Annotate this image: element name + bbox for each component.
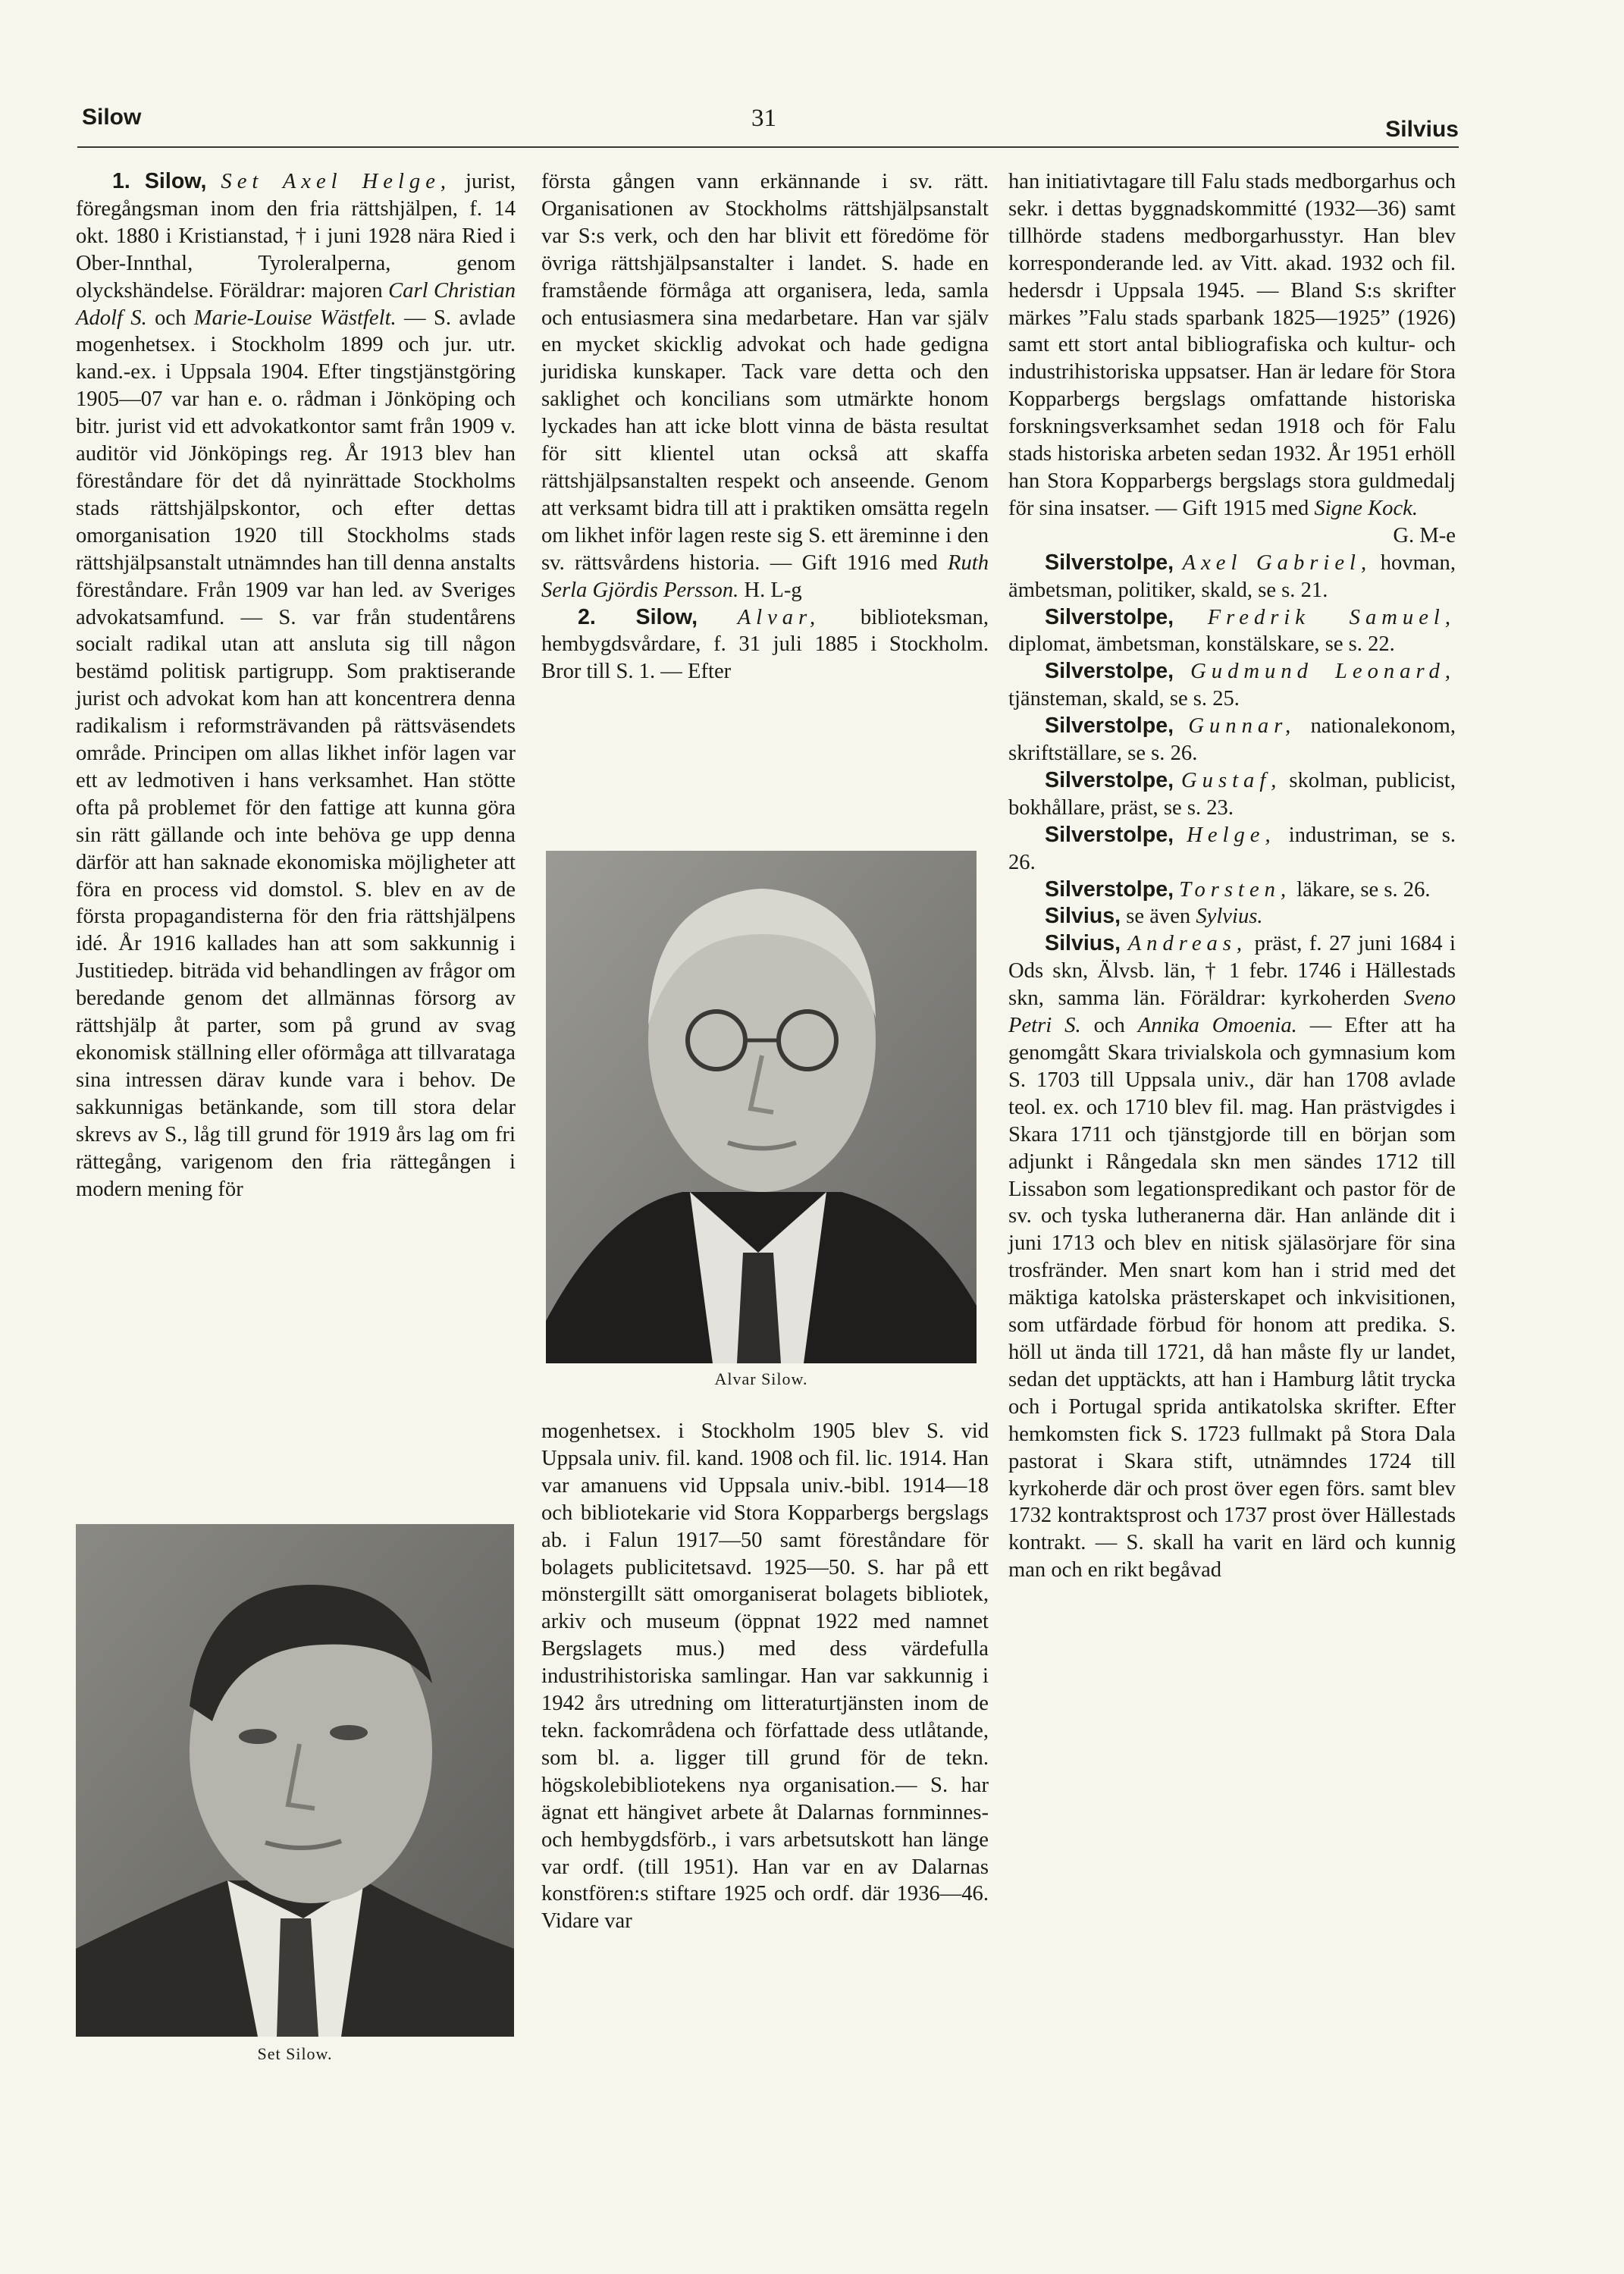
entry-surname: Silow, <box>144 169 207 193</box>
cross-reference <box>1008 604 1456 659</box>
ref-text: se även <box>1121 905 1196 929</box>
entry-alvar-silow-continued: mogenhetsex. i Stockholm 1905 blev S. vid Uppsala univ. fil. kand. 1908 och fil. lic. 1914. Han var amanuens vid Uppsala univ.-bibl. 1914—18 och bibliotekarie vid Stora Kopparbergs bergslags ab. i Falun 1917—50 samt föreståndare för bolagets publicitetsavd. 1925—50. S. har på ett mönstergillt sätt omorganiserat bolagets bibliotek, arkiv och museum (öppnat 1922 med namnet Bergslagets mus.) med dess värdefulla industrihistoriska samlingar. Han var sakkunnig i 1942 års utredning om litteraturtjänsten inom de tekn. fackområdena och författade dess utlåtande, som bl. a. ligger till grund för de tekn. högskolebibliotekens nya organisation.— S. har ägnat ett hängivet arbete åt Dalarnas fornminnes- och hembygdsförb., i vars arbetsutskott han länge var ordf. (till 1951). Han var en av Dalarnas konstfören:s stiftare 1925 och ordf. där 1936—46. Vidare var <box>541 1419 989 1934</box>
ref-given-name: Torsten, <box>1179 877 1292 902</box>
entry-text: han initiativtagare till Falu stads medborgarhus och sekr. i dettas byggnadskommitté (1932—36) samt tillhörde stadens medborgarhusstyr. Han blev korresponderande led. av Vitt. akad. 1932 och fil. hedersdr i Uppsala 1945. — Bland S:s skrifter märkes ”Falu stads sparbank 1825—1925” (1926) samt ett stort antal bibliografiska och kultur- och industrihistoriska uppsatser. Han är ledare för Stora Kopparbergs bergslags omfattande historiska forskningsverksamhet sedan 1918 och för Falu stads historiska arbeten sedan 1932. År 1951 erhöll han Stora Kopparbergs bergslags stora guldmedalj för sina insatser. — Gift 1915 med <box>1008 170 1456 520</box>
cross-reference <box>1008 658 1456 713</box>
mother-name: Annika Omoenia. <box>1137 1014 1297 1038</box>
author-signature: G. M-e <box>1393 523 1456 547</box>
father-name: Sveno Petri S. <box>1008 986 1456 1038</box>
entry-text: — Efter att ha genomgått Skara trivialskola och gymnasium kom S. 1703 till Uppsala univ., där han 1708 avlade teol. ex. och 1710 blev fil. mag. Han prästvigdes i Skara 1711 och tjänstgjorde till en början som adjunkt i Rångedala skn men sändes 1712 till Lissabon som legationspredikant och pastor för de sv. och tyska lutheranerna där. Han anlände dit i juni 1713 och blev en nitisk själasörjare för sina trosfränder. Men snart kom han i strid med det mäktiga katolska prästerskapet och inkvisitionen, som utfärdade förbud för honom att predika. S. höll ut ända till 1721, då han måste fly ur landet, sedan det upptäckts, att han i Hamburg låtit trycka och i Portugal sprida antikatolska skrifter. Efter hemkomsten fick S. 1723 fullmakt på Stora Dala pastorat i Skara stift, utnämndes 1724 till kyrkoherde där och prost över egen förs. samt blev 1732 kontraktsprost och 1737 prost över Hällestads kontrakt. — S. skall ha varit en lärd och kunnig man och en rikt begåvad <box>1008 1014 1456 1582</box>
ref-text: skolman, publicist, bokhållare, präst, se s. 23. <box>1008 768 1456 820</box>
ref-given-name: Gunnar, <box>1188 714 1296 739</box>
column-2 <box>541 168 989 685</box>
wife-name: Ruth Serla Gjördis Persson. <box>541 550 989 602</box>
entry-set-silow-continued <box>541 168 989 604</box>
entry-number: 2. <box>578 604 596 629</box>
entry-alvar-silow-continued <box>1008 168 1456 522</box>
ref-text: tjänsteman, skald, se s. 25. <box>1008 687 1240 711</box>
ref-surname: Silvius, <box>1045 904 1121 929</box>
mother-name: Marie-Louise Wästfelt. <box>193 306 397 330</box>
ref-surname: Silverstolpe, <box>1045 714 1174 739</box>
cross-reference-silvius <box>1008 903 1456 930</box>
ref-surname: Silverstolpe, <box>1045 604 1174 629</box>
entry-set-silow <box>76 168 516 1203</box>
ref-text: industriman, se s. 26. <box>1008 823 1456 874</box>
running-head-right: Silvius <box>1385 117 1459 142</box>
caption-set-silow: Set Silow. <box>257 2044 333 2063</box>
entry-surname: Silvius, <box>1045 931 1121 956</box>
father-name: Carl Christian Adolf S. <box>76 278 516 330</box>
page-number: 31 <box>751 105 776 132</box>
portrait-set-silow <box>76 1524 514 2037</box>
ref-given-name: Gustaf, <box>1181 768 1282 792</box>
entry-given-name: Set Axel Helge, <box>221 170 452 193</box>
caption-alvar-silow: Alvar Silow. <box>714 1369 808 1388</box>
author-signature: H. L-g <box>738 578 802 602</box>
header-rule <box>77 146 1459 148</box>
entry-text: biblioteksman, hembygdsvårdare, f. 31 juli 1885 i Stockholm. Bror till S. 1. — Efter <box>541 605 989 684</box>
entry-number: 1. <box>112 169 130 193</box>
entry-text: och <box>146 306 194 330</box>
cross-reference <box>1008 713 1456 767</box>
ref-surname: Silverstolpe, <box>1045 550 1174 575</box>
ref-text: diplomat, ämbetsman, konstälskare, se s. 22. <box>1008 632 1395 657</box>
ref-surname: Silverstolpe, <box>1045 822 1174 847</box>
entry-text: första gången vann erkännande i sv. rätt. Organisationen av Stockholms rättshjälpsanstalt var S:s verk, och den har blivit ett föredöme för övriga rättshjälpsanstalter i landet. S. hade en framstående förmåga att organisera, leda, samla och entusiasmera sina medarbetare. Han var själv en mycket skicklig advokat och hade gedigna juridiska kunskaper. Tack vare detta och den saklighet och koncilians som utmärkte honom lyckades han att icke blott vinna de bästa resultat för sitt klientel utan också att skaffa rättshjälpsanstalten respekt och anseende. Genom att verksamt bidra till att i praktiken omsätta regeln om likhet inför lagen reste sig S. ett äreminne i den sv. rättsvårdens historia. — Gift 1916 med <box>541 170 989 575</box>
ref-surname: Silverstolpe, <box>1045 659 1174 684</box>
entry-surname: Silow, <box>635 604 698 629</box>
ref-given-name: Gudmund Leonard, <box>1190 660 1456 684</box>
wife-name: Signe Kock. <box>1314 496 1419 520</box>
entry-given-name: Alvar, <box>737 605 821 629</box>
cross-reference <box>1008 822 1456 877</box>
entry-alvar-silow <box>541 604 989 686</box>
ref-text: nationalekonom, skriftställare, se s. 26. <box>1008 714 1456 766</box>
ref-given-name: Helge, <box>1187 823 1276 847</box>
entry-text: — S. avlade mogenhetsex. i Stockholm 1899 och jur. utr. kand.-ex. i Uppsala 1904. Efter tingstjänstgöring 1905—07 var han e. o. rådman i Jönköping och bitr. jurist vid ett advokatkontor samt från 1909 v. auditör vid Jönköpings reg. År 1913 blev han föreståndare för det då nyinrättade Stockholms stads rättshjälpskontor, och efter dettas omorganisation 1920 till Stockholms stads rättshjälpsanstalt utnämndes han till denna anstalts föreståndare. Från 1909 var han led. av Sveriges advokatsamfund. — S. var från studentårens socialt radikal utan att ansluta sig till någon bestämd politisk partigrupp. Som praktiserande jurist och advokat kom han att koncentrera denna radikalism i reformsträvanden på rättsväsendets område. Principen om allas likhet inför lagen var ett av ledmotiven i hans verksamhet. Han stötte ofta på problemet för den fattige att kunna göra sin rätt gällande och inte behöva ge upp denna därför att han saknade ekonomiska möjligheter att föra en process vid domstol. S. blev en av de första propagandisterna för den fria rättshjälpens idé. År 1916 kallades han att som sakkunnig i Justitiedep. biträda vid behandlingen av frågor om beredande genom det allmännas försorg av rättshjälp åt parter, som på grund av svag ekonomisk ställning eller oförmåga att tillvarataga sina intressen därav kunde vara i behov. De sakkunnigas betänkande, som till stora delar skrevs av S., låg till grund för 1919 års lag om fri rättegång, varigenom den fria rättegången i modern mening för <box>76 306 516 1201</box>
cross-reference <box>1008 767 1456 822</box>
entry-given-name: Andreas, <box>1127 932 1248 956</box>
entry-andreas-silvius <box>1008 930 1456 1584</box>
entry-text: jurist, föregångsman inom den fria rättshjälpen, f. 14 okt. 1880 i Kristianstad, † i juni 1928 nära Ried i Ober-Innthal, Tyroleralperna, genom olyckshändelse. Föräldrar: majoren <box>76 170 516 303</box>
running-head <box>77 105 1459 143</box>
ref-given-name: Axel Gabriel, <box>1182 550 1372 575</box>
column-3 <box>1008 168 1456 1584</box>
cross-reference <box>1008 877 1456 904</box>
ref-surname: Silverstolpe, <box>1045 767 1174 792</box>
ref-given-name: Fredrik Samuel, <box>1207 605 1456 629</box>
cross-reference <box>1008 550 1456 604</box>
ref-text: hovman, ämbetsman, politiker, skald, se s. 21. <box>1008 550 1456 602</box>
column-1 <box>76 168 516 1203</box>
ref-alternate-name: Sylvius. <box>1196 905 1263 929</box>
ref-text: läkare, se s. 26. <box>1291 877 1431 902</box>
entry-text: och <box>1080 1014 1138 1038</box>
running-head-left: Silow <box>82 105 142 130</box>
entry-text: präst, f. 27 juni 1684 i Ods skn, Älvsb. län, † 1 febr. 1746 i Hällestads skn, samma län. Föräldrar: kyrkoherden <box>1008 932 1456 1011</box>
portrait-alvar-silow <box>546 851 977 1363</box>
ref-surname: Silverstolpe, <box>1045 877 1174 902</box>
column-2-lower <box>541 1418 989 1935</box>
